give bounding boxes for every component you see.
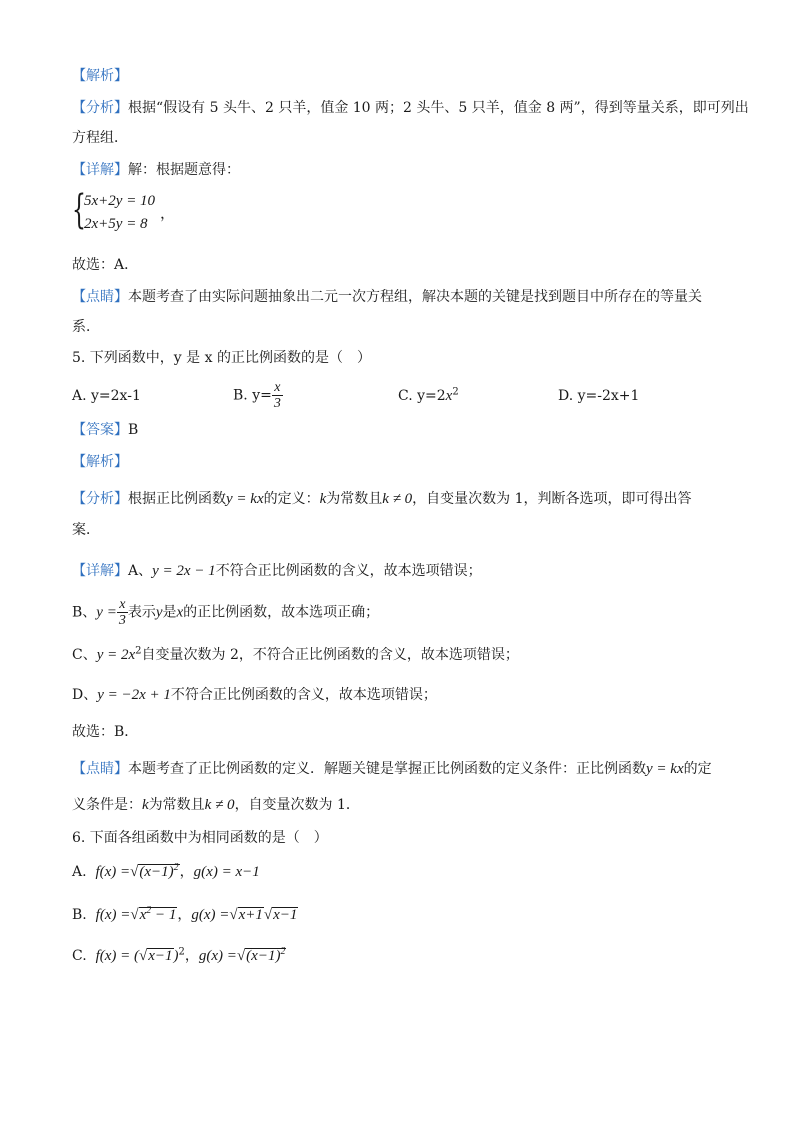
fenxi-tag: 【分析】 <box>72 491 128 507</box>
radicand: $(x-1)^2$ <box>246 946 286 964</box>
radicand: x−1 <box>273 907 298 923</box>
answer-value: B <box>128 422 139 438</box>
q5-option-d: D. y=-2x+1 <box>558 388 640 404</box>
q4-fenxi-line1 <box>72 98 749 118</box>
q5-xiangjie-c: C、$y = 2x^2$自变量次数为 2，不符合正比例函数的含义，故本选项错误； <box>72 645 519 663</box>
q5-option-c: C. $y=2x^2$ <box>398 386 459 404</box>
equation-comma: ， <box>160 206 176 222</box>
brace-symbol: { <box>72 187 86 233</box>
q6-option-a: A. $f(x) =√(x-1)^2$，g(x) = x−1 <box>72 862 260 880</box>
fraction: $\frac{x}{3}$ <box>273 380 281 411</box>
q6-option-c: C. $f(x) = (√x-1)^2$，$g(x) =√(x-1)^2$ <box>72 946 286 964</box>
jiexi-tag: 【解析】 <box>72 454 128 470</box>
xiangjie-tag: 【详解】 <box>72 162 128 178</box>
sqrt-symbol: √ <box>263 907 273 923</box>
q5-stem: 5. 下列函数中，y 是 x 的正比例函数的是（ ） <box>72 350 371 366</box>
sqrt-symbol: √ <box>236 948 246 964</box>
formula: y = 2x − 1 <box>152 563 216 579</box>
sqrt-symbol: √ <box>229 907 238 923</box>
equation-1: 5x+2y = 10 <box>84 193 156 209</box>
fraction: $\frac{x}{3}$ <box>118 597 126 628</box>
q5-fenxi-line1: 【分析】根据正比例函数y = kx的定义：k为常数且k ≠ 0，自变量次数为 1，判断各选项，即可得出答 <box>72 491 692 507</box>
q4-answer: 故选：A． <box>72 257 139 273</box>
dianjing-text: 本题考查了由实际问题抽象出二元一次方程组，解决本题的关键是找到题目中所存在的等量关 <box>128 289 702 305</box>
fenxi-tag: 【分析】 <box>72 100 128 116</box>
q4-jiexi-heading <box>72 66 128 86</box>
dianjing-tag: 【点睛】 <box>72 289 128 305</box>
q5-xiangjie-d: D、y = −2x + 1不符合正比例函数的含义，故本选项错误； <box>72 687 437 703</box>
jiexi-tag: 【解析】 <box>72 68 128 84</box>
q5-option-a: A. y=2x-1 <box>72 388 141 404</box>
q5-fenxi-line2: 案． <box>72 522 100 538</box>
q4-dianjing-line2: 系． <box>72 319 100 335</box>
q5-dianjing-line2: 义条件是：k为常数且k ≠ 0，自变量次数为 1． <box>72 797 360 813</box>
equation-2: 2x+5y = 8 <box>84 216 148 232</box>
radicand: x+1 <box>238 907 263 923</box>
sqrt-symbol: √ <box>139 948 148 964</box>
q6-stem: 6. 下面各组函数中为相同函数的是（ ） <box>72 830 328 846</box>
formula: y = kx <box>226 491 264 507</box>
formula: y = −2x + 1 <box>97 687 171 703</box>
xiangjie-tag: 【详解】 <box>72 563 128 579</box>
fenxi-text: 根据“假设有 5 头牛、2 只羊，值金 10 两；2 头牛、5 只羊，值金 8 两”，得到等量关系，即可列出 <box>128 100 749 116</box>
q6-option-b: B. $f(x) =√x^2 - 1$，g(x) =√x+1√x−1 <box>72 905 298 923</box>
q5-dianjing-line1: 【点睛】本题考查了正比例函数的定义．解题关键是掌握正比例函数的定义条件：正比例函数y = kx的定 <box>72 761 712 777</box>
xiangjie-text: 解：根据题意得： <box>128 162 240 178</box>
q5-xiangjie-a: 【详解】A、y = 2x − 1不符合正比例函数的含义，故本选项错误； <box>72 563 482 579</box>
radicand: x−1 <box>148 948 173 964</box>
q5-answer: 故选：B． <box>72 724 139 740</box>
q5-jiexi-heading <box>72 452 128 472</box>
sqrt-symbol: √ <box>130 864 139 880</box>
radicand: $x^2 - 1$ <box>139 905 177 923</box>
q4-dianjing-line1 <box>72 287 702 307</box>
formula: y = 2x <box>96 647 136 663</box>
q5-xiangjie-b: B、y = $\frac{x}{3}$ 表示y是x的正比例函数，故本选项正确； <box>72 597 380 628</box>
q5-option-b: B. y= $\frac{x}{3}$ <box>233 380 281 411</box>
q4-xiangjie-line <box>72 160 240 180</box>
q4-fenxi-line2: 方程组． <box>72 130 128 146</box>
sqrt-symbol: √ <box>130 907 139 923</box>
q5-answer-line <box>72 420 138 440</box>
daan-tag: 【答案】 <box>72 422 128 438</box>
q5-options <box>72 380 732 412</box>
radicand: $(x-1)^2$ <box>139 862 179 880</box>
formula: y = kx <box>646 761 684 777</box>
dianjing-tag: 【点睛】 <box>72 761 128 777</box>
